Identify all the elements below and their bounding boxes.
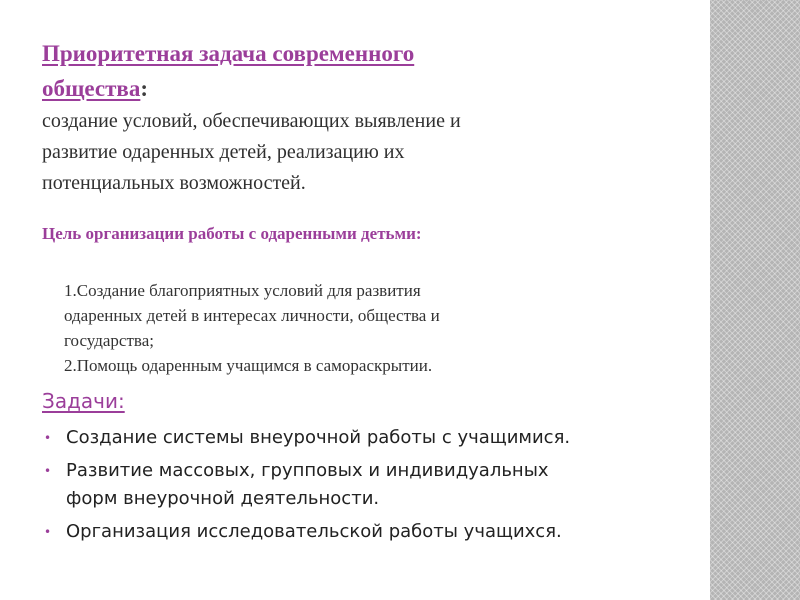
goal-line: 1.Создание благоприятных условий для развития (64, 281, 421, 300)
bullet-icon: • (44, 525, 52, 539)
goal-item (64, 353, 644, 378)
task-line: Организация исследовательской работы учащихся. (66, 521, 562, 542)
bullet-icon: • (44, 431, 52, 445)
goal-line: одаренных детей в интересах личности, общества и (64, 306, 440, 325)
task-item (44, 518, 694, 546)
intro-line: потенциальных возможностей. (42, 172, 306, 194)
goal-heading: Цель организации работы с одаренными детьми: (42, 224, 422, 243)
tasks-list (44, 424, 694, 551)
task-line: форм внеурочной деятельности. (66, 488, 380, 509)
task-item (44, 457, 694, 513)
slide-title (42, 36, 682, 106)
goal-line: 2.Помощь одаренным учащимся в самораскрытии. (64, 356, 433, 375)
goal-item (64, 278, 644, 353)
tasks-heading: Задачи: (42, 389, 125, 413)
goals-list (64, 278, 644, 378)
task-line: Создание системы внеурочной работы с учащимися. (66, 427, 571, 448)
side-pattern-panel (710, 0, 800, 600)
title-line-2: общества (42, 76, 141, 101)
intro-line: создание условий, обеспечивающих выявление и (42, 110, 461, 132)
goal-line: государства; (64, 331, 154, 350)
title-colon: : (140, 76, 149, 101)
bullet-icon: • (44, 464, 52, 478)
intro-text (42, 106, 692, 199)
task-item (44, 424, 694, 452)
title-line-1: Приоритетная задача современного (42, 41, 415, 66)
intro-line: развитие одаренных детей, реализацию их (42, 141, 405, 163)
task-line: Развитие массовых, групповых и индивидуальных (66, 460, 549, 481)
